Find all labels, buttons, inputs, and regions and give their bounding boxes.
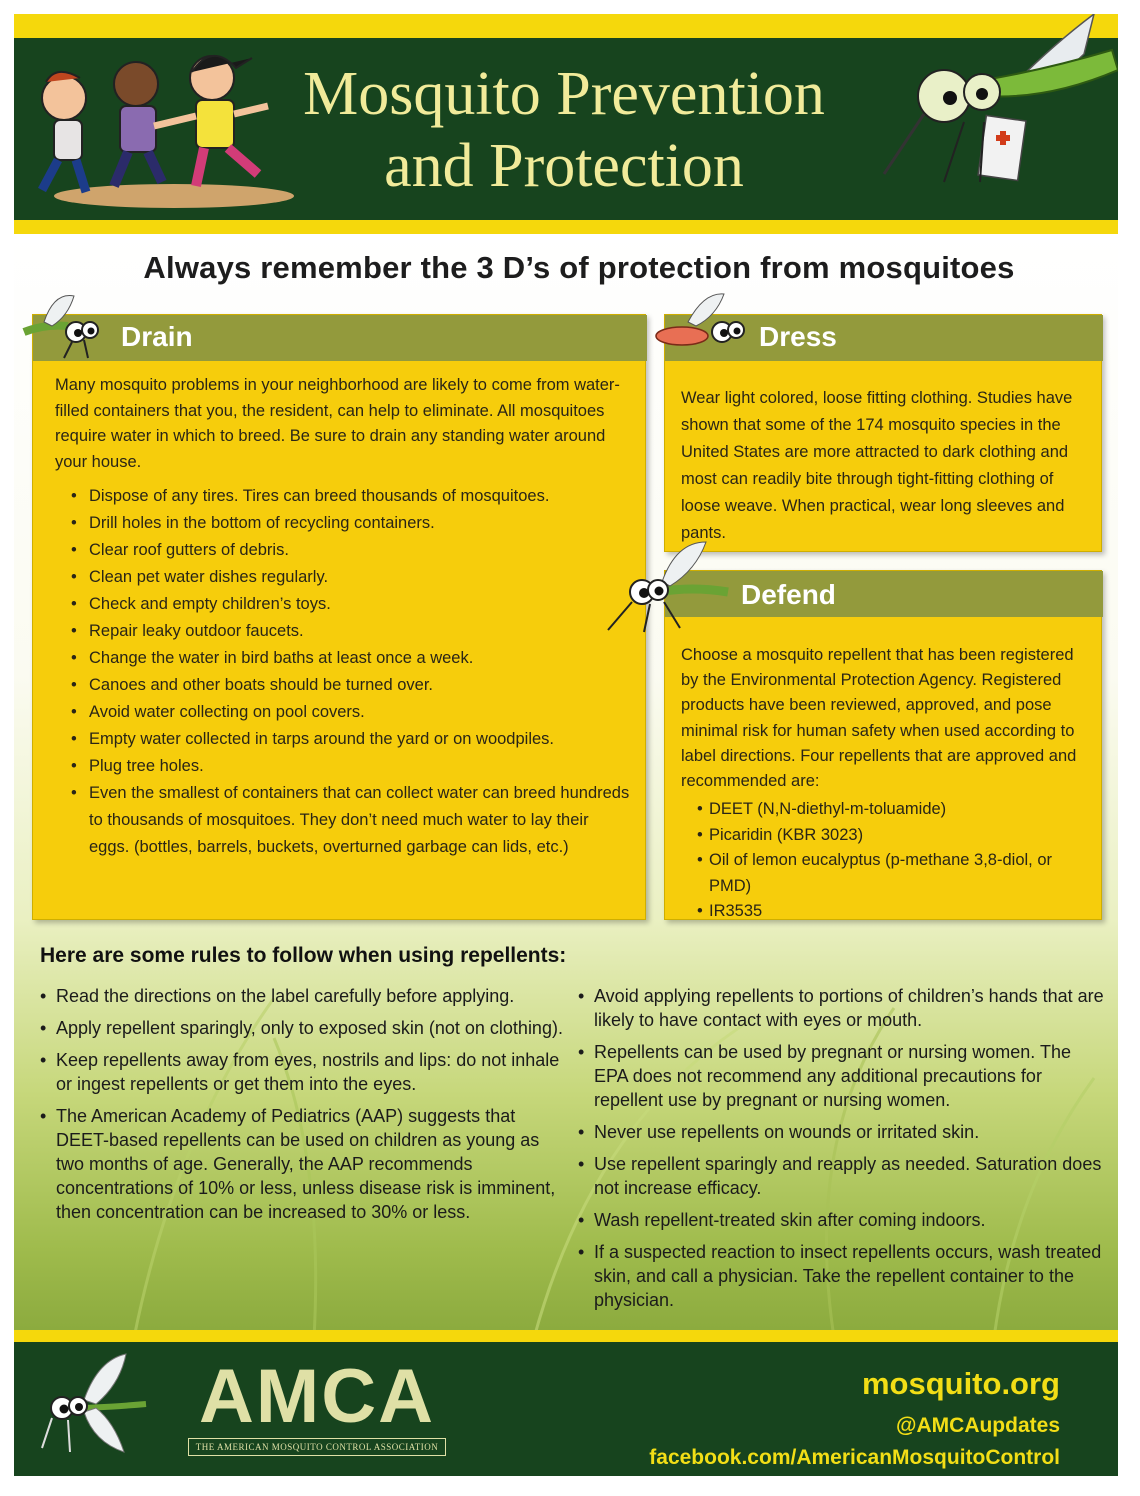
title-line-2: and Protection bbox=[384, 132, 744, 200]
drain-header bbox=[33, 315, 647, 361]
list-item: • Avoid applying repellents to portions of children’s hands that are likely to have contact with eyes or mouth. bbox=[578, 984, 1104, 1032]
amca-logo bbox=[182, 1356, 452, 1468]
list-item: • Even the smallest of containers that can collect water can breed hundreds to thousands of mosquitoes. They don’t need much water to lay their eggs. (bottles, barrels, buckets, overturned garbage can lids, etc.) bbox=[71, 780, 631, 861]
mosquito-icon bbox=[34, 1350, 164, 1470]
defend-title: Defend bbox=[741, 579, 836, 610]
list-item: • Never use repellents on wounds or irritated skin. bbox=[578, 1120, 1104, 1144]
flyer-page bbox=[14, 14, 1118, 1476]
list-item: • Change the water in bird baths at least once a week. bbox=[71, 645, 631, 672]
list-item: • Plug tree holes. bbox=[71, 753, 631, 780]
running-kids-illustration bbox=[24, 36, 294, 216]
mosquito-icon bbox=[14, 292, 104, 362]
facebook-link[interactable]: facebook.com/AmericanMosquitoControl bbox=[649, 1446, 1060, 1469]
drain-list bbox=[71, 483, 631, 861]
list-item: • Drill holes in the bottom of recycling containers. bbox=[71, 510, 631, 537]
amca-logo-text: AMCA bbox=[199, 1354, 435, 1439]
dress-text: Wear light colored, loose fitting clothing. Studies have shown that some of the 174 mosquito species in the United States are more attracted to dark clothing and most can readily bite through tight-fitting clothing of loose weave. When practical, wear long sleeves and pants. bbox=[681, 389, 1073, 542]
page-title bbox=[264, 58, 864, 202]
defend-list bbox=[697, 797, 1097, 925]
list-item: • Check and empty children’s toys. bbox=[71, 591, 631, 618]
list-item: • Repellents can be used by pregnant or nursing women. The EPA does not recommend any additional precautions for repellent use by pregnant or nursing women. bbox=[578, 1040, 1104, 1112]
list-item: • Read the directions on the label carefully before applying. bbox=[40, 984, 570, 1008]
list-item: • The American Academy of Pediatrics (AAP) suggests that DEET-based repellents can be used on children as young as two months of age. Generally, the AAP recommends concentrations of 10% or less, unless disease risk is imminent, then concentration can be increased to 30% or less. bbox=[40, 1104, 570, 1224]
list-item: • Avoid water collecting on pool covers. bbox=[71, 699, 631, 726]
list-item: • Use repellent sparingly and reapply as needed. Saturation does not increase efficacy. bbox=[578, 1152, 1104, 1200]
list-item: • Wash repellent-treated skin after coming indoors. bbox=[578, 1208, 1104, 1232]
list-item: • Keep repellents away from eyes, nostrils and lips: do not inhale or ingest repellents or get them into the eyes. bbox=[40, 1048, 570, 1096]
drain-title: Drain bbox=[121, 321, 193, 352]
list-item: • Picaridin (KBR 3023) bbox=[697, 823, 1097, 849]
drain-intro: Many mosquito problems in your neighborhood are likely to come from water-filled containers that you, the resident, can help to eliminate. All mosquitoes require water in which to breed. Be sure to drain any standing water around your house. bbox=[55, 376, 620, 471]
defend-intro: Choose a mosquito repellent that has been registered by the Environmental Protection Agency. Registered products have been reviewed, approved, and pose minimal risk for human safety when used according to label directions. Four repellents that are approved and recommended are: bbox=[681, 646, 1077, 791]
mosquito-icon bbox=[648, 290, 758, 360]
rules-heading: Here are some rules to follow when using repellents: bbox=[40, 944, 567, 967]
subtitle: Always remember the 3 D’s of protection from mosquitoes bbox=[143, 250, 1015, 285]
list-item: • Clean pet water dishes regularly. bbox=[71, 564, 631, 591]
mosquito-icon bbox=[602, 536, 732, 636]
website-link[interactable]: mosquito.org bbox=[861, 1366, 1060, 1401]
list-item: • IR3535 bbox=[697, 899, 1097, 925]
list-item: • DEET (N,N-diethyl-m-toluamide) bbox=[697, 797, 1097, 823]
list-item: • Clear roof gutters of debris. bbox=[71, 537, 631, 564]
dress-title: Dress bbox=[759, 321, 837, 352]
list-item: • Oil of lemon eucalyptus (p-methane 3,8-diol, or PMD) bbox=[697, 848, 1097, 899]
amca-logo-tagline: THE AMERICAN MOSQUITO CONTROL ASSOCIATION bbox=[188, 1438, 446, 1456]
twitter-handle[interactable]: @AMCAupdates bbox=[896, 1414, 1060, 1437]
mosquito-icon bbox=[864, 14, 1118, 214]
list-item: • Empty water collected in tarps around the yard or on woodpiles. bbox=[71, 726, 631, 753]
rules-list-right bbox=[578, 984, 1104, 1320]
list-item: • Dispose of any tires. Tires can breed thousands of mosquitoes. bbox=[71, 483, 631, 510]
title-line-1: Mosquito Prevention bbox=[303, 60, 825, 128]
list-item: • If a suspected reaction to insect repellents occurs, wash treated skin, and call a physician. Take the repellent container to the physician. bbox=[578, 1240, 1104, 1312]
footer-stripe bbox=[14, 1330, 1118, 1342]
drain-box bbox=[32, 314, 646, 920]
list-item: • Repair leaky outdoor faucets. bbox=[71, 618, 631, 645]
header-stripe bbox=[14, 220, 1118, 234]
list-item: • Apply repellent sparingly, only to exposed skin (not on clothing). bbox=[40, 1016, 570, 1040]
rules-list-left bbox=[40, 984, 570, 1232]
list-item: • Canoes and other boats should be turned over. bbox=[71, 672, 631, 699]
